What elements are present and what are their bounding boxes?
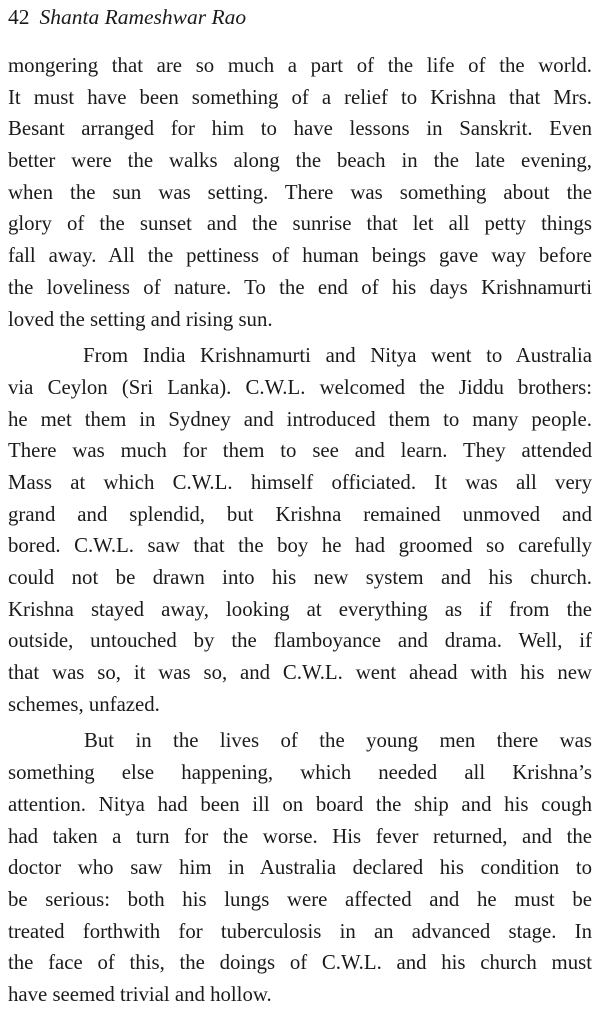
text-line: Krishna stayed away, looking at everything as if from the bbox=[8, 597, 592, 621]
text-line: have seemed trivial and hollow. bbox=[8, 982, 272, 1006]
text-line: outside, untouched by the flamboyance and drama. Well, if bbox=[8, 629, 592, 653]
text-line: he met them in Sydney and introduced them to many people. bbox=[8, 407, 592, 431]
paragraph-2 bbox=[8, 340, 592, 720]
text-line: had taken a turn for the worse. His fever returned, and the bbox=[8, 824, 592, 848]
text-line: when the sun was setting. There was something about the bbox=[8, 180, 592, 204]
text-line: the face of this, the doings of C.W.L. and his church must bbox=[8, 951, 592, 975]
text-line: the loveliness of nature. To the end of his days Krishnamurti bbox=[8, 275, 592, 299]
text-line: schemes, unfazed. bbox=[8, 692, 160, 716]
text-line: It must have been something of a relief to Krishna that Mrs. bbox=[8, 85, 592, 109]
paragraph-1 bbox=[8, 50, 592, 335]
running-head bbox=[8, 2, 592, 32]
book-page bbox=[8, 0, 592, 1030]
text-line: fall away. All the pettiness of human beings gave way before bbox=[8, 244, 592, 268]
text-line: be serious: both his lungs were affected and he must be bbox=[8, 887, 592, 911]
text-line: could not be drawn into his new system and his church. bbox=[8, 566, 592, 589]
text-line: treated forthwith for tuberculosis in an advanced stage. In bbox=[8, 919, 592, 943]
text-line: mongering that are so much a part of the life of the world. bbox=[8, 54, 592, 77]
text-line: glory of the sunset and the sunrise that let all petty things bbox=[8, 212, 592, 236]
running-title: Shanta Rameshwar Rao bbox=[39, 5, 247, 29]
text-line: There was much for them to see and learn. They attended bbox=[8, 439, 592, 463]
text-line: Mass at which C.W.L. himself officiated. It was all very bbox=[8, 470, 592, 494]
text-line: via Ceylon (Sri Lanka). C.W.L. welcomed the Jiddu brothers: bbox=[8, 375, 592, 399]
paragraph-3 bbox=[8, 725, 592, 1010]
text-line: grand and splendid, but Krishna remained unmoved and bbox=[8, 502, 592, 526]
text-line: From India Krishnamurti and Nitya went to Australia bbox=[83, 344, 592, 368]
text-line: better were the walks along the beach in the late evening, bbox=[8, 149, 592, 173]
text-line: attention. Nitya had been ill on board the ship and his cough bbox=[8, 792, 592, 816]
text-line: doctor who saw him in Australia declared his condition to bbox=[8, 856, 592, 880]
page-number: 42 bbox=[8, 5, 30, 29]
text-line: Besant arranged for him to have lessons in Sanskrit. Even bbox=[8, 117, 592, 141]
text-line: But in the lives of the young men there was bbox=[84, 729, 592, 753]
body-text bbox=[8, 50, 592, 1011]
text-line: that was so, it was so, and C.W.L. went ahead with his new bbox=[8, 661, 592, 685]
text-line: something else happening, which needed all Krishna’s bbox=[8, 761, 592, 785]
text-line: bored. C.W.L. saw that the boy he had groomed so carefully bbox=[8, 534, 592, 558]
text-line: loved the setting and rising sun. bbox=[8, 307, 273, 331]
